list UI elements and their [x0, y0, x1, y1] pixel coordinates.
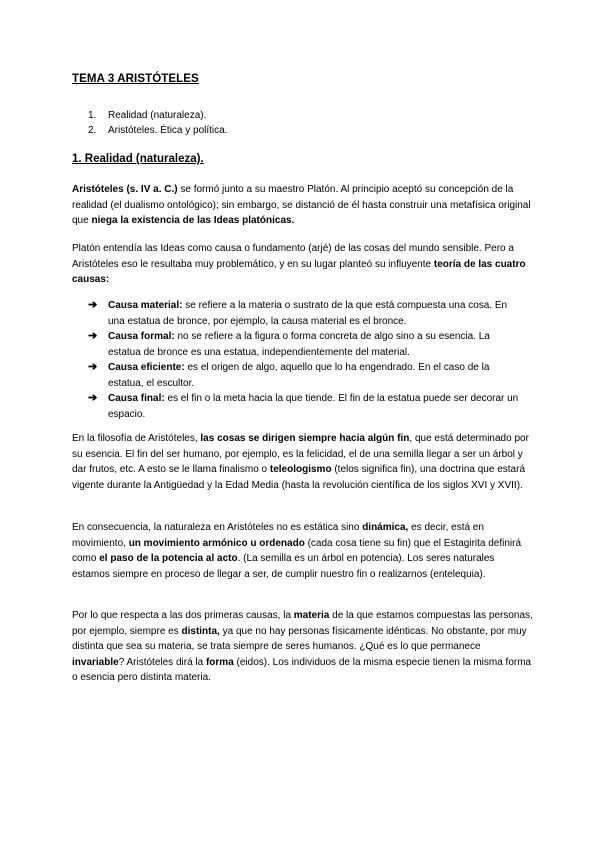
arrow-right-icon: ➔ [88, 330, 98, 342]
paragraph-finalism [72, 431, 534, 493]
toc-item-number: 2. [88, 125, 97, 136]
toc-item [88, 108, 228, 123]
cause-description: es el fin o la meta hacia la que tiende. El fin de la estatua puede ser decorar un espacio. [108, 393, 519, 420]
table-of-contents [88, 108, 228, 138]
body-text: Platón entendía las Ideas como causa o fundamento (arjé) de las cosas del mundo sensible. Pero a Aristóteles eso le resultaba muy problemático, y en su lugar planteó su influyente [72, 243, 514, 270]
body-text: (eidos). Los individuos de la misma especie tienen la misma forma o esencia pero distinta materia. [72, 656, 532, 683]
body-text: es decir, está en movimiento, [72, 522, 484, 549]
arrow-right-icon: ➔ [88, 299, 98, 311]
body-text: , que está determinado por su esencia. El fin del ser humano, por ejemplo, es la felicidad, el de una semilla llegar a ser un árbol y dar frutos, etc. A esto se le llama finalismo o [72, 433, 529, 475]
bold-text: dinámica, [362, 522, 409, 533]
bold-text: distinta, [181, 625, 220, 637]
list-item [88, 298, 524, 329]
cause-term: Causa material: [108, 300, 183, 311]
body-text: (telos significa fin), una doctrina que estará vigente durante la Antigüedad y la Edad Media (hasta la revolución científica de los siglos XVI y XVII). [72, 464, 525, 491]
toc-item [88, 123, 228, 138]
section-heading: 1. Realidad (naturaleza). [72, 153, 204, 165]
bold-text: invariable [72, 656, 119, 668]
body-text: se formó junto a su maestro Platón. Al principio aceptó su concepción de la realidad (el dualismo ontológico); sin embargo, se distanció de él hasta construir una metafísica original que [72, 184, 531, 226]
body-text: En consecuencia, la naturaleza en Aristóteles no es estática sino [72, 522, 363, 533]
list-item [88, 360, 524, 391]
bold-text: el paso de la potencia al acto [99, 553, 238, 564]
paragraph-intro [72, 182, 534, 229]
arrow-right-icon: ➔ [88, 361, 98, 373]
body-text: (cada cosa tiene su fin) que el Estagirita definirá como [72, 537, 522, 564]
cause-term: Causa formal: [108, 331, 175, 342]
body-text: . (La semilla es un árbol en potencia). Los seres naturales estamos siempre en proceso de llegar a ser, de cumplir nuestro fin o realizarnos (entelequia). [72, 553, 495, 580]
bold-text: forma [205, 656, 234, 668]
list-item [88, 391, 524, 422]
cause-description: se refiere a la materia o sustrato de la que está compuesta una cosa. En una estatua de bronce, por ejemplo, la causa material es el bronce. [108, 300, 508, 327]
document-title: TEMA 3 ARISTÓTELES [72, 73, 199, 85]
bold-text: niega la existencia de las Ideas platónicas. [91, 215, 295, 226]
toc-item-label: Realidad (naturaleza). [108, 110, 207, 121]
cause-term: Causa final: [108, 393, 165, 404]
bold-text: materia [293, 610, 330, 621]
body-text: de la que estamos compuestas las personas, por ejemplo, siempre es [72, 610, 533, 637]
cause-description: no se refiere a la figura o forma concreta de algo sino a su esencia. La estatua de bronce es una estatua, independientemente del material. [108, 331, 490, 358]
list-item [88, 329, 524, 360]
paragraph-matter-form [72, 608, 534, 686]
arrow-right-icon: ➔ [88, 392, 98, 404]
paragraph-ideas [72, 241, 534, 288]
toc-item-number: 1. [88, 110, 97, 121]
bold-text: teleologismo [269, 464, 332, 475]
toc-item-label: Aristóteles. Ética y política. [108, 125, 228, 136]
bold-text: teoría de las cuatro causas: [72, 258, 526, 285]
bold-text: Aristóteles (s. IV a. C.) [72, 184, 178, 195]
body-text: Por lo que respecta a las dos primeras causas, la [72, 610, 294, 621]
body-text: En la filosofía de Aristóteles, [72, 433, 201, 444]
paragraph-dynamic-nature [72, 520, 534, 582]
bold-text: un movimiento armónico u ordenado [128, 537, 305, 549]
body-text: ? Aristóteles dirá la [118, 656, 206, 668]
causes-list [88, 298, 524, 422]
cause-description: es el origen de algo, aquello que lo ha engendrado. En el caso de la estatua, el escultor. [108, 362, 490, 389]
body-text: ya que no hay personas físicamente idénticas. No obstante, por muy distinta que sea su materia, se trata siempre de seres humanos. ¿Qué es lo que permanece [72, 625, 527, 652]
cause-term: Causa eficiente: [108, 362, 185, 373]
bold-text: las cosas se dirigen siempre hacia algún fin [200, 433, 410, 444]
